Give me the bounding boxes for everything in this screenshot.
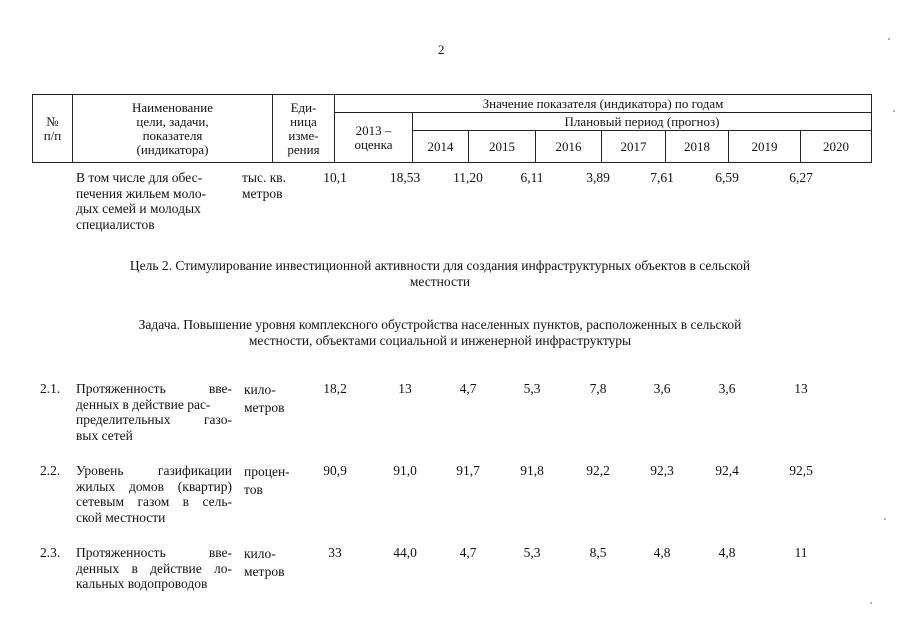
value-2013: 10,1 [323,170,347,185]
value-2019: 3,6 [718,381,736,396]
table-header [32,94,872,163]
scan-speck [884,518,886,520]
value-2016: 91,8 [520,463,544,478]
row-name: Протяженность вве- денных в действие ло- кальных водопроводов [76,545,232,591]
row-name: Протяженность вве- денных в действие рас- пределительных газо- вых сетей [76,381,232,443]
value-2014: 44,0 [393,545,417,560]
scan-speck [888,38,890,40]
task-heading: Задача. Повышение уровня комплексного обустройства населенных пунктов, расположенных в сельской местности, объектами социальной и инженерной инфраструктуры [138,317,742,348]
header-number-cell: № п/п [33,95,73,163]
header-unit-cell: Еди- ница изме- рения [273,95,335,163]
header-name-cell: Наименование цели, задачи, показателя (индикатора) [73,95,273,163]
header-estimate-cell: 2013 – оценка [335,113,413,163]
value-2018: 3,6 [653,381,671,396]
header-year: 2017 [602,131,666,163]
value-2020: 92,5 [789,463,813,478]
header-plan-period: Плановый период (прогноз) [413,113,872,131]
value-2020: 13 [794,381,808,396]
value-2018: 4,8 [653,545,671,560]
value-2018: 92,3 [650,463,674,478]
value-2016: 5,3 [523,545,541,560]
header-year: 2018 [666,131,729,163]
value-2020: 11 [794,545,808,560]
row-number: 2.3. [40,545,61,560]
header-year: 2014 [413,131,469,163]
value-2016: 6,11 [520,170,544,185]
header-year: 2019 [729,131,801,163]
value-2018: 7,61 [650,170,674,185]
row-name: В том числе для обес- печения жильем моло- дых семей и молодых специалистов [76,170,207,232]
row-unit: кило- метров [244,382,285,415]
value-2019: 4,8 [718,545,736,560]
value-2013: 18,2 [323,381,347,396]
value-2017: 7,8 [589,381,607,396]
value-2015: 11,20 [453,170,483,185]
value-2019: 6,59 [715,170,739,185]
goal-heading: Цель 2. Стимулирование инвестиционной активности для создания инфраструктурных объектов в сельской местности [129,258,751,289]
value-2019: 92,4 [715,463,739,478]
value-2013: 33 [328,545,342,560]
row-number: 2.2. [40,463,61,478]
header-values-title: Значение показателя (индикатора) по годам [335,95,872,113]
header-year: 2015 [469,131,536,163]
header-year: 2016 [536,131,602,163]
value-2016: 5,3 [523,381,541,396]
value-2017: 8,5 [589,545,607,560]
value-2017: 92,2 [586,463,610,478]
value-2017: 3,89 [586,170,610,185]
scan-speck [893,110,895,112]
row-name: Уровень газификации жилых домов (квартир) сетевым газом в сель- ской местности [76,463,232,525]
row-unit: кило- метров [244,546,285,579]
value-2013: 90,9 [323,463,347,478]
value-2014: 18,53 [389,170,421,185]
value-2014: 13 [398,381,412,396]
row-unit: тыс. кв. метров [242,170,287,201]
header-year: 2020 [801,131,872,163]
value-2015: 4,7 [459,545,477,560]
row-unit: процен- тов [244,464,290,497]
row-number: 2.1. [40,381,61,396]
value-2014: 91,0 [393,463,417,478]
value-2020: 6,27 [789,170,813,185]
value-2015: 4,7 [459,381,477,396]
page-number: 2 [438,42,445,57]
value-2015: 91,7 [456,463,480,478]
scan-speck [870,602,872,604]
